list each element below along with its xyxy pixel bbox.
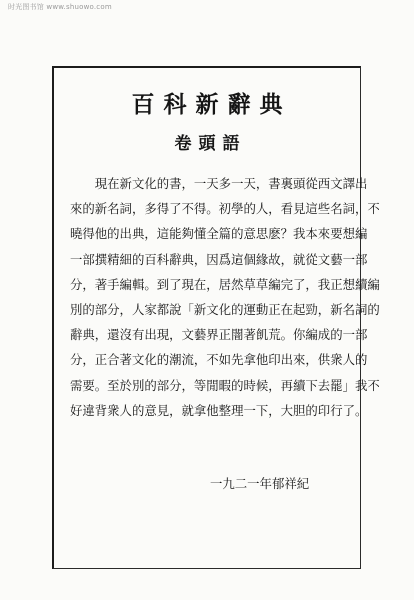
preface-line: 現在新文化的書，一天多一天，書裏頭從西文譯出 (70, 176, 368, 191)
document-title: 百科新辭典 (131, 91, 292, 118)
document-subtitle: 卷頭語 (174, 134, 247, 154)
preface-line: 需要。至於別的部分，等閒暇的時候，再續下去罷」我不 (70, 377, 380, 393)
watermark-text: 时光图书馆 www.shuowo.com (8, 3, 112, 11)
signature-line: 一九二一年郁祥紀 (210, 476, 310, 491)
preface-line: 曉得他的出典，這能夠懂全篇的意思麽？我本來要想編 (70, 226, 368, 242)
preface-line: 來的新名詞，多得了不得。初學的人，看見這些名詞，不 (70, 201, 380, 217)
preface-line: 辭典，還沒有出現，文藝界正闇著飢荒。你編成的一部 (70, 327, 368, 343)
preface-line: 分，正合著文化的潮流，不如先拿他印出來，供衆人的 (70, 352, 368, 368)
preface-line: 別的部分，人家都說「新文化的運動正在起勁，新名詞的 (70, 301, 380, 317)
preface-line: 一部撰精細的百科辭典，因爲這個緣故，就從文藝一部 (70, 251, 368, 267)
preface-line: 分，著手編輯。到了現在，居然草草編完了，我正想續編 (70, 276, 380, 292)
preface-line: 好違背衆人的意見，就拿他整理一下，大胆的印行了。 (70, 402, 368, 418)
preface-body (70, 171, 380, 423)
